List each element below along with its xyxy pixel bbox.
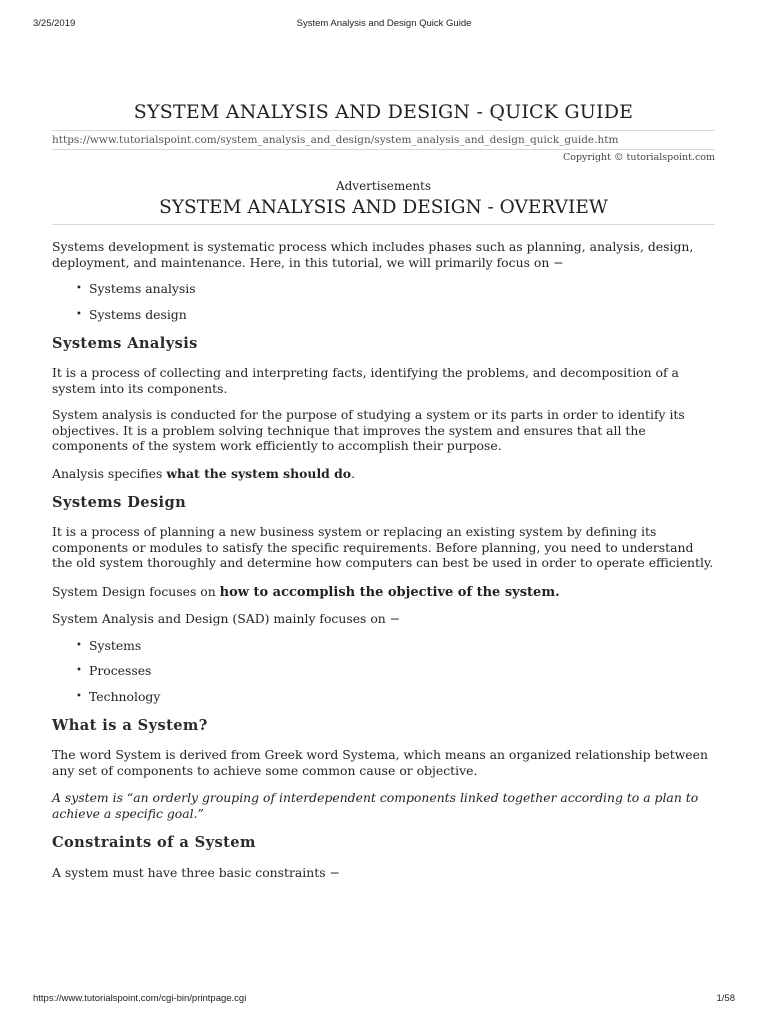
print-date: 3/25/2019 (33, 18, 76, 29)
print-header (33, 18, 735, 32)
focus-list (52, 281, 715, 322)
intro-paragraph: Systems development is systematic process which includes phases such as planning, analysis, design, deployment, and maintenance. Here, in this tutorial, we will primarily focus on − (52, 239, 694, 270)
list-item: • Systems (76, 637, 142, 653)
paragraph: A system must have three basic constraints − (52, 865, 340, 880)
paragraph: It is a process of collecting and interpreting facts, identifying the problems, and decomposition of a system into its components. (52, 365, 679, 396)
bullet-icon: • (76, 639, 82, 651)
bullet-icon: • (76, 665, 82, 676)
copyright-notice: Copyright © tutorialspoint.com (562, 152, 715, 163)
source-url[interactable]: https://www.tutorialspoint.com/system_analysis_and_design/system_analysis_and_design_quick_guide.htm (52, 130, 715, 150)
bullet-icon: • (76, 308, 82, 320)
analysis-specifies-paragraph: Analysis specifies what the system should do. (52, 465, 356, 481)
document-content (52, 100, 715, 881)
list-item: • Processes (76, 663, 152, 678)
section-heading-systems-analysis: Systems Analysis (52, 335, 198, 352)
paragraph: System Analysis and Design (SAD) mainly focuses on − (52, 611, 401, 626)
paragraph: The word System is derived from Greek word Systema, which means an organized relationship between any set of components to achieve some common cause or objective. (52, 747, 708, 778)
page-title: SYSTEM ANALYSIS AND DESIGN - QUICK GUIDE (133, 101, 634, 123)
paragraph: It is a process of planning a new business system or replacing an existing system by defining its components or modules to satisfy the specific requirements. Before planning, you need to understand the old system thoroughly and determine how computers can best be used in order to operate efficiently. (52, 524, 714, 570)
print-footer (33, 993, 735, 1007)
print-page-title: System Analysis and Design Quick Guide (296, 18, 472, 29)
print-url: https://www.tutorialspoint.com/cgi-bin/printpage.cgi (33, 993, 247, 1004)
design-focuses-paragraph: System Design focuses on how to accomplish the objective of the system. (52, 583, 560, 600)
list-item: • Systems analysis (76, 281, 196, 296)
sad-focus-list (52, 638, 715, 705)
page-number: 1/58 (716, 993, 735, 1004)
section-heading-constraints: Constraints of a System (52, 834, 256, 851)
system-definition-quote: A system is “an orderly grouping of interdependent components linked together according to a plan to achieve a specific goal.” (52, 790, 699, 821)
bullet-icon: • (76, 690, 82, 702)
advertisements-label: Advertisements (335, 179, 432, 193)
paragraph: System analysis is conducted for the purpose of studying a system or its parts in order to identify its objectives. It is a problem solving technique that improves the system and ensures that all the components of the system work efficiently to accomplish their purpose. (52, 407, 685, 453)
list-item: • Technology (76, 688, 161, 704)
section-heading-what-is-system: What is a System? (52, 717, 208, 734)
bullet-icon: • (76, 283, 82, 294)
list-item: • Systems design (76, 306, 187, 322)
section-heading-systems-design: Systems Design (52, 494, 187, 511)
overview-title: SYSTEM ANALYSIS AND DESIGN - OVERVIEW (52, 196, 715, 225)
